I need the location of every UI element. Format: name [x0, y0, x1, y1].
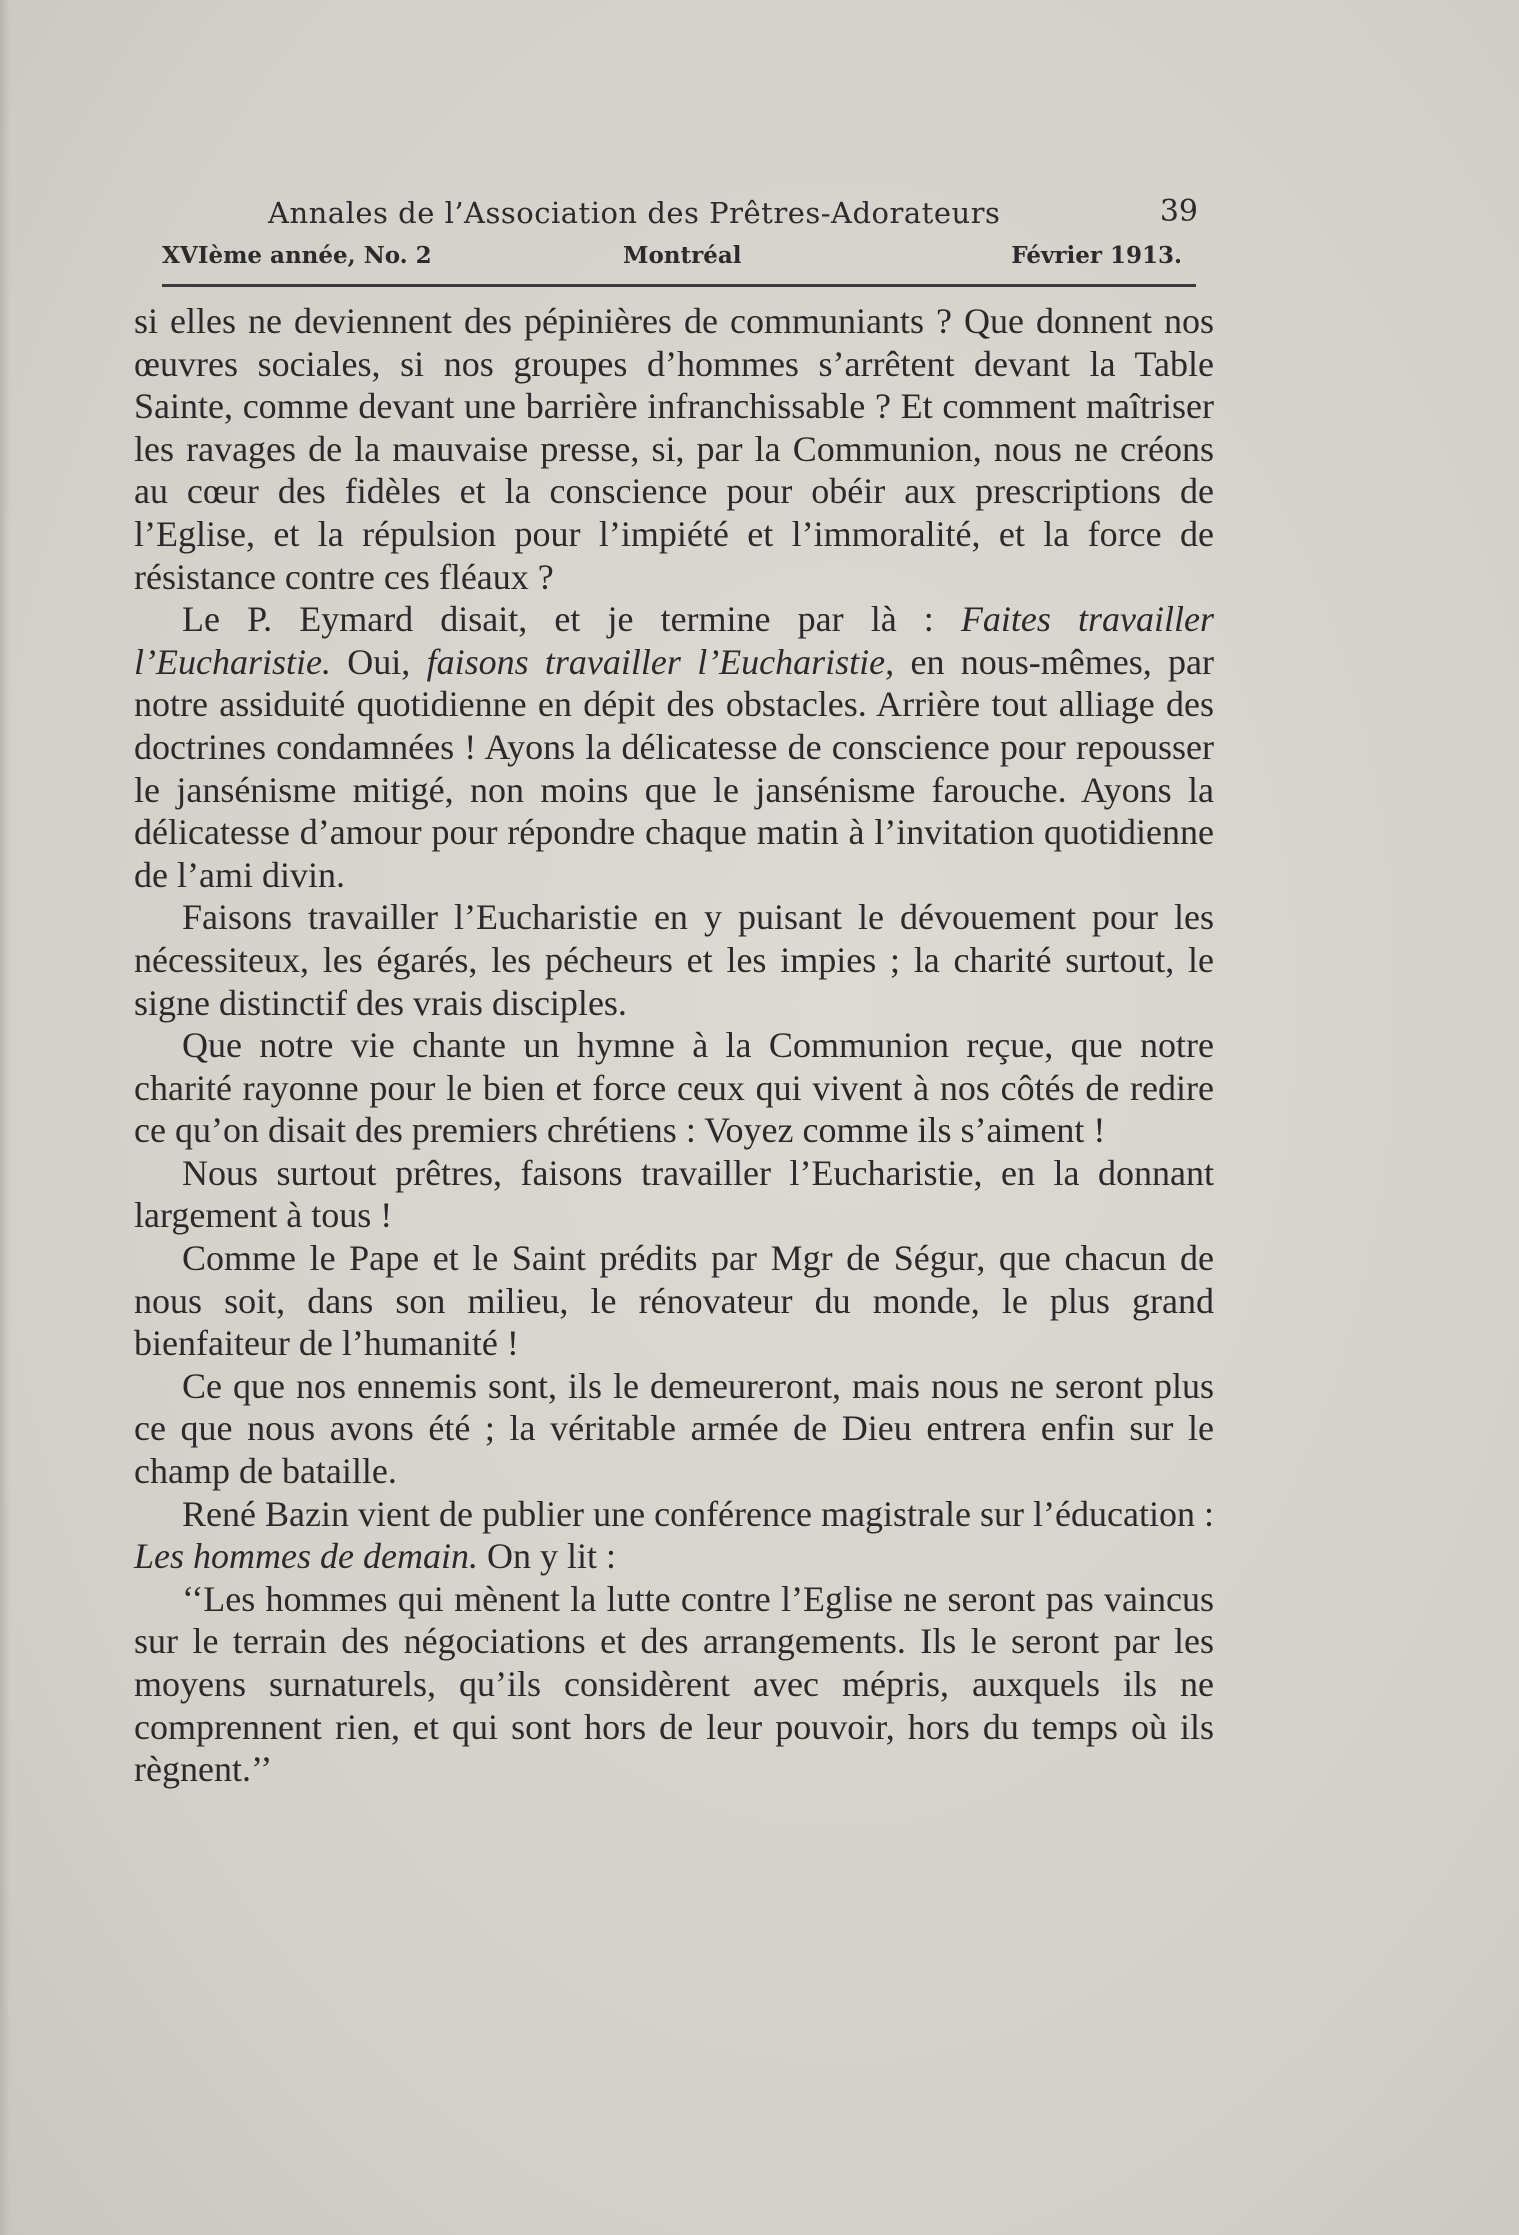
italic-title: Les hommes de demain.: [134, 1536, 478, 1577]
journal-title: Annales de l’Association des Prêtres-Adorateurs: [268, 196, 1001, 230]
paragraph-text: Nous surtout prêtres, faisons travailler l’Eucharistie, en la donnant largement à tous !: [134, 1152, 1214, 1236]
paragraph-text: Oui,: [330, 641, 427, 682]
paragraph-text: Que notre vie chante un hymne à la Communion reçue, que notre charité rayonne pour le bien et force ceux qui vivent à nos côtés de redire ce qu’on disait des premiers chrétiens : Voyez comme ils s’aiment !: [134, 1025, 1214, 1151]
paragraph-hymne: [134, 1024, 1214, 1152]
publication-date: Février 1913.: [1011, 242, 1182, 269]
italic-quote: Faites travailler l’Eucharistie.: [134, 599, 1214, 682]
header-rule: [162, 284, 1196, 287]
publication-place: Montréal: [623, 242, 742, 269]
paragraph-devouement: [134, 896, 1214, 1024]
paragraph-continuation: [134, 300, 1214, 598]
paragraph-text: si elles ne deviennent des pépinières de communiants ? Que donnent nos œuvres sociales, si nos groupes d’hommes s’arrêtent devant la Table Sainte, comme devant une barrière infranchissable ? Et comment maîtriser les ravages de la mauvaise presse, si, par la Communion, nous ne créons au cœur des fidèles et la conscience pour obéir aux prescriptions de l’Eglise, et la répulsion pour l’impiété et l’immoralité, et la force de résistance contre ces fléaux ?: [134, 301, 1214, 597]
paragraph-text: ‘‘Les hommes qui mènent la lutte contre l’Eglise ne seront pas vaincus sur le terrain des négociations et des arrangements. Ils le seront par les moyens surnaturels, qu’ils considèrent avec mépris, auxquels ils ne comprennent rien, et qui sont hors de leur pouvoir, hors du temps où ils règnent.’’: [134, 1578, 1214, 1790]
paragraph-quotation: [134, 1578, 1214, 1791]
paragraph-bazin: [134, 1493, 1214, 1578]
paragraph-pape: [134, 1237, 1214, 1365]
paragraph-pretres: [134, 1152, 1214, 1237]
article-body: [134, 300, 1214, 1791]
paragraph-text: en nous-mêmes, par notre assiduité quotidienne en dépit des obstacles. Arrière tout alliage des doctrines condamnées ! Ayons la délicatesse de conscience pour repousser le jansénisme mitigé, non moins que le jansénisme farouche. Ayons la délicatesse d’amour pour répondre chaque matin à l’invitation quotidienne de l’ami divin.: [134, 641, 1214, 895]
paragraph-text: Comme le Pape et le Saint prédits par Mgr de Ségur, que chacun de nous soit, dans son milieu, le rénovateur du monde, le plus grand bienfaiteur de l’humanité !: [134, 1238, 1214, 1364]
paragraph-text: Faisons travailler l’Eucharistie en y puisant le dévouement pour les nécessiteux, les égarés, les pécheurs et les impies ; la charité surtout, le signe distinctif des vrais disciples.: [134, 897, 1214, 1023]
page-edge-shadow: [0, 0, 10, 2235]
paragraph-eymard: [134, 598, 1214, 896]
page-number: 39: [1159, 194, 1198, 229]
paragraph-text: On y lit :: [477, 1536, 616, 1577]
paragraph-text: René Bazin vient de publier une conférence magistrale sur l’éducation :: [182, 1493, 1214, 1534]
volume-issue: XVIème année, No. 2: [162, 242, 432, 269]
italic-quote: faisons travailler l’Eucharistie,: [426, 641, 895, 682]
paragraph-text: Le P. Eymard disait, et je termine par là :: [182, 599, 961, 640]
paragraph-text: Ce que nos ennemis sont, ils le demeureront, mais nous ne seront plus ce que nous avons été ; la véritable armée de Dieu entrera enfin sur le champ de bataille.: [134, 1365, 1214, 1492]
paragraph-ennemis: [134, 1365, 1214, 1493]
